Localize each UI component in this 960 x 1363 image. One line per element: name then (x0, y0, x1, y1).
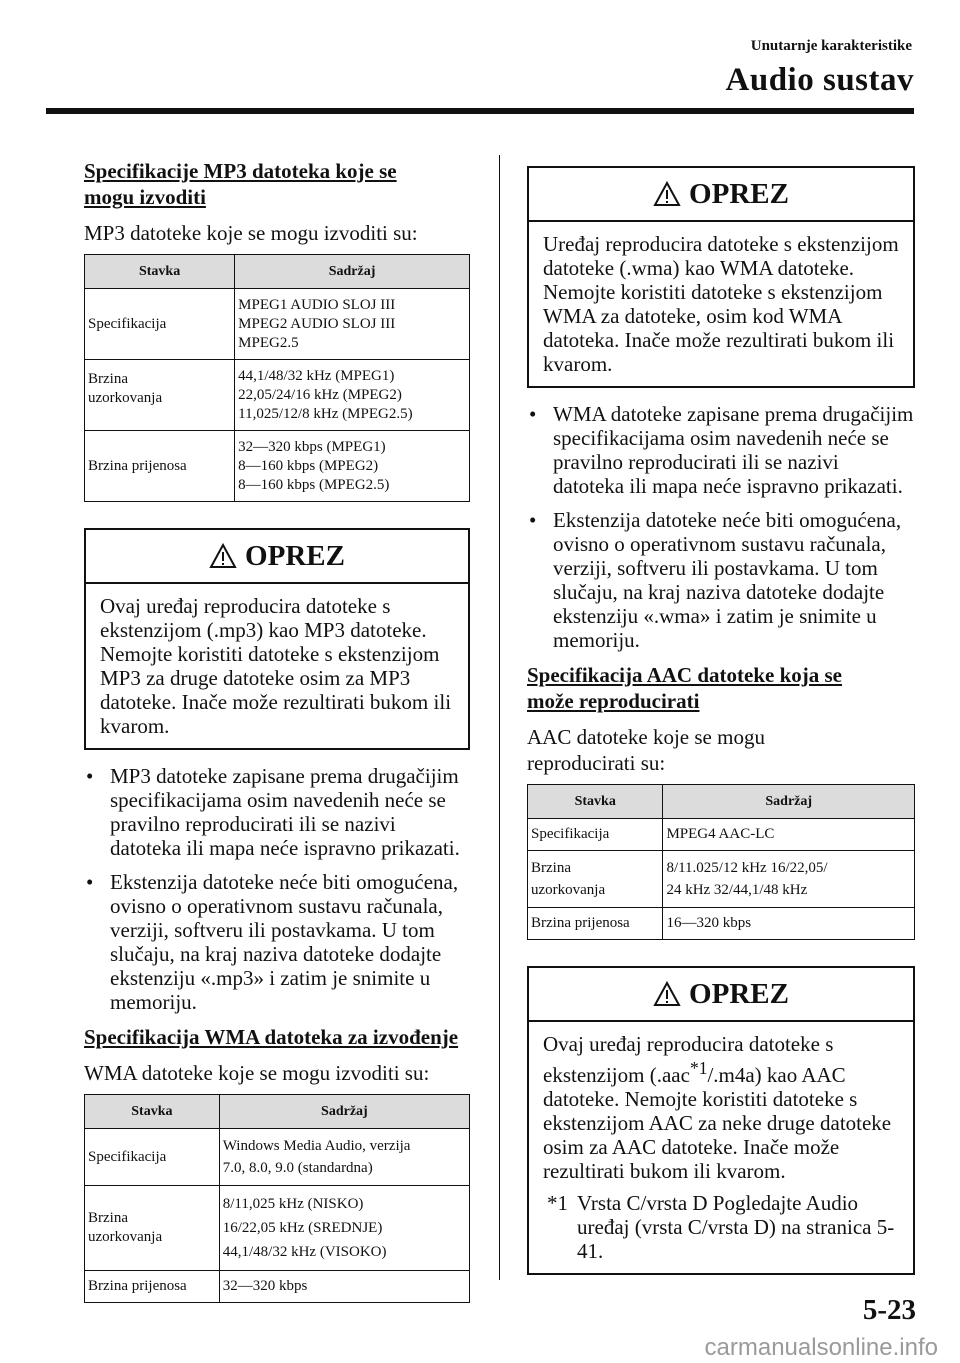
cell-line: MPEG2 AUDIO SLOJ III (238, 315, 396, 332)
warning-triangle-icon (653, 181, 681, 207)
table-header-item: Stavka (85, 1095, 220, 1129)
wma-caution-box (527, 166, 915, 388)
table-cell-content: 16—320 kbps (663, 908, 915, 940)
mp3-intro: MP3 datoteke koje se mogu izvoditi su: (84, 221, 418, 245)
caution-header (529, 168, 913, 222)
table-cell-content: MPEG4 AAC-LC (663, 819, 915, 851)
cell-line: 32—320 kbps (MPEG1) (238, 438, 386, 455)
mp3-caution-box (84, 528, 470, 750)
bullet-icon: • (529, 508, 537, 532)
wma-intro: WMA datoteke koje se mogu izvoditi su: (84, 1061, 430, 1085)
caution-text: Ovaj uređaj reproducira datoteke s ekstenzijom (.mp3) kao MP3 datoteke. Nemojte koristiti datoteke s ekstenzijom MP3 za druge datoteke osim za MP3 datoteke. Inače može rezultirati bukom ili kvarom. (100, 594, 452, 738)
watermark: carmanualsonline.info (704, 1334, 938, 1361)
cell-line: uzorkovanja (88, 1229, 163, 1245)
column-divider (499, 155, 500, 1280)
caution-title: OPREZ (689, 177, 789, 210)
table-cell-item (85, 360, 235, 431)
table-header-item: Stavka (85, 255, 235, 289)
table-cell-item (85, 1186, 220, 1271)
wma-spec-table (84, 1094, 470, 1303)
mp3-spec-table (84, 254, 470, 502)
table-header-content: Sadržaj (219, 1095, 469, 1129)
cell-line: 24 kHz 32/44,1/48 kHz (666, 882, 808, 898)
caution-text-part-1: Ovaj uređaj reproducira datoteke s ekstenzijom (.aac (543, 1032, 834, 1087)
cell-line: 8—160 kbps (MPEG2) (238, 457, 379, 474)
table-row (85, 1186, 470, 1271)
aac-intro-line-1: AAC datoteke koje se mogu (527, 725, 765, 749)
table-header-row (85, 255, 470, 289)
caution-title: OPREZ (689, 977, 789, 1010)
cell-line: 22,05/24/16 kHz (MPEG2) (238, 386, 402, 403)
cell-line: 8—160 kbps (MPEG2.5) (238, 476, 390, 493)
left-column (84, 158, 470, 1303)
cell-line: Windows Media Audio, verzija (222, 1138, 411, 1154)
table-row (85, 360, 470, 431)
mp3-heading-line-2: mogu izvoditi (84, 185, 206, 209)
mp3-bullet-list (84, 764, 470, 1014)
warning-triangle-icon (653, 981, 681, 1007)
table-cell-item (528, 851, 663, 908)
table-header-item: Stavka (528, 785, 663, 819)
table-cell-item: Specifikacija (85, 289, 235, 360)
table-cell-item: Brzina prijenosa (85, 431, 235, 502)
wma-heading: Specifikacija WMA datoteka za izvođenje (84, 1025, 459, 1049)
cell-line: 11,025/12/8 kHz (MPEG2.5) (238, 405, 413, 422)
footnote (543, 1191, 903, 1263)
cell-line: uzorkovanja (88, 390, 163, 406)
table-cell-content: 32—320 kbps (219, 1271, 469, 1303)
cell-line: MPEG1 AUDIO SLOJ III (238, 296, 396, 313)
aac-caution-box (527, 966, 915, 1275)
caution-text: Uređaj reproducira datoteke s ekstenzijom datoteke (.wma) kao WMA datoteke. Nemojte koristiti datoteke s ekstenzijom WMA za datoteke, osim kod WMA datoteka. Inače može rezultirati bukom ili kvarom. (543, 232, 899, 376)
list-item-text: WMA datoteke zapisane prema drugačijim specifikacijama osim navedenih neće se pravilno reproducirati ili se nazivi datoteka ili mapa neće ispravno prikazati. (553, 402, 914, 498)
cell-line: MPEG2.5 (238, 334, 299, 351)
table-row (528, 851, 915, 908)
cell-line: 8/11.025/12 kHz 16/22,05/ (666, 860, 828, 876)
aac-spec-table (527, 784, 915, 940)
header-rule (46, 108, 914, 114)
table-header-row (85, 1095, 470, 1129)
warning-triangle-icon (209, 543, 237, 569)
table-cell-content (235, 431, 470, 502)
table-cell-content (663, 851, 915, 908)
aac-intro (527, 724, 915, 776)
table-cell-content (219, 1129, 469, 1186)
list-item (84, 870, 470, 1014)
table-cell-item: Brzina prijenosa (528, 908, 663, 940)
cell-line: 16/22,05 kHz (SREDNJE) (222, 1220, 383, 1236)
table-header-content: Sadržaj (235, 255, 470, 289)
caution-header (529, 968, 913, 1022)
cell-line: Brzina (88, 1210, 128, 1226)
aac-heading (527, 662, 915, 714)
cell-line: 7.0, 8.0, 9.0 (standardna) (222, 1160, 373, 1176)
table-cell-item: Brzina prijenosa (85, 1271, 220, 1303)
table-row (85, 1271, 470, 1303)
table-row (528, 908, 915, 940)
table-row (528, 819, 915, 851)
table-row (85, 1129, 470, 1186)
header-section-label: Unutarnje karakteristike (750, 38, 912, 54)
table-cell-content (219, 1186, 469, 1271)
footnote-mark: *1 (547, 1191, 568, 1215)
list-item-text: Ekstenzija datoteke neće biti omogućena, ovisno o operativnom sustavu računala, verziji, softveru ili postavkama. U tom slučaju, na kraj naziva datoteke dodajte ekstenziju «.mp3» i zatim je snimite u memoriju. (110, 870, 459, 1014)
table-cell-content (235, 289, 470, 360)
table-cell-item: Specifikacija (85, 1129, 220, 1186)
bullet-icon: • (86, 764, 94, 788)
bullet-icon: • (86, 870, 94, 894)
caution-header (86, 530, 468, 584)
list-item (527, 402, 915, 498)
table-cell-item: Specifikacija (528, 819, 663, 851)
aac-heading-line-2: može reproducirati (527, 689, 700, 713)
right-column (527, 140, 915, 1275)
wma-bullet-list (527, 402, 915, 652)
aac-intro-line-2: reproducirati su: (527, 751, 666, 775)
cell-line: 44,1/48/32 kHz (MPEG1) (238, 367, 395, 384)
aac-heading-line-1: Specifikacija AAC datoteke koja se (527, 663, 842, 687)
cell-line: uzorkovanja (531, 882, 606, 898)
table-header-row (528, 785, 915, 819)
list-item (84, 764, 470, 860)
table-cell-content (235, 360, 470, 431)
footnote-text: Vrsta C/vrsta D Pogledajte Audio uređaj (vrsta C/vrsta D) na stranica 5-41. (577, 1191, 895, 1263)
footnote-reference: *1 (689, 1058, 708, 1078)
cell-line: Brzina (531, 860, 571, 876)
table-header-content: Sadržaj (663, 785, 915, 819)
cell-line: 44,1/48/32 kHz (VISOKO) (222, 1244, 387, 1260)
list-item (527, 508, 915, 652)
caution-text (529, 1022, 913, 1273)
caution-title: OPREZ (245, 539, 345, 572)
mp3-heading (84, 158, 470, 210)
header-title: Audio sustav (725, 62, 914, 98)
table-row (85, 431, 470, 502)
caution-text-part-2: /.m4a) kao AAC datoteke. Nemojte koristiti datoteke s ekstenzijom AAC za neke druge datoteke osim za AAC datoteke. Inače može rezultirati bukom ili kvarom. (543, 1063, 892, 1183)
page-number: 5-23 (862, 1294, 916, 1326)
table-row (85, 289, 470, 360)
list-item-text: MP3 datoteke zapisane prema drugačijim specifikacijama osim navedenih neće se pravilno reproducirati ili se nazivi datoteka ili mapa neće ispravno prikazati. (110, 764, 460, 860)
mp3-heading-line-1: Specifikacije MP3 datoteka koje se (84, 159, 397, 183)
cell-line: Brzina (88, 371, 128, 387)
list-item-text: Ekstenzija datoteke neće biti omogućena, ovisno o operativnom sustavu računala, verziji, softveru ili postavkama. U tom slučaju, na kraj naziva datoteke dodajte ekstenziju «.wma» i zatim je snimite u memoriju. (553, 508, 902, 652)
bullet-icon: • (529, 402, 537, 426)
cell-line: 8/11,025 kHz (NISKO) (222, 1196, 364, 1212)
